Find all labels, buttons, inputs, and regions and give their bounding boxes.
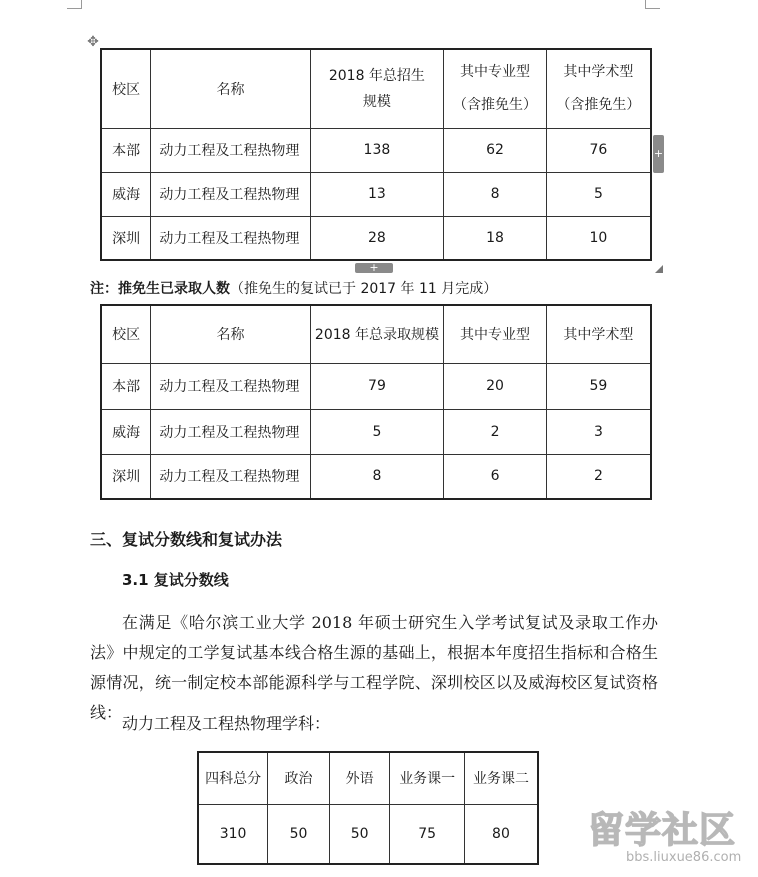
- table-row: [101, 454, 651, 499]
- total-cell: 5: [310, 409, 444, 454]
- campus-cell: 深圳: [101, 454, 151, 499]
- watermark-title: 留学社区: [588, 810, 737, 851]
- score-cell: 50: [268, 804, 330, 864]
- score-line-table: [197, 751, 539, 865]
- score-cell: 75: [390, 804, 465, 864]
- score-cell: 50: [329, 804, 390, 864]
- table-row: [101, 409, 651, 454]
- academic-cell: 10: [546, 216, 651, 260]
- total-cell: 13: [310, 172, 444, 216]
- header-cell: 名称: [151, 49, 310, 128]
- academic-cell: 5: [546, 172, 651, 216]
- table-row: [101, 128, 651, 172]
- major-name-cell: 动力工程及工程热物理: [151, 363, 310, 409]
- campus-cell: 威海: [101, 409, 151, 454]
- academic-cell: 3: [546, 409, 651, 454]
- table-move-handle-icon[interactable]: ✥: [87, 34, 99, 50]
- total-cell: 8: [310, 454, 444, 499]
- insert-row-button[interactable]: +: [355, 263, 393, 273]
- header-cell: 名称: [151, 305, 310, 363]
- subject-label: 动力工程及工程热物理学科：: [122, 714, 331, 733]
- table-row: [101, 172, 651, 216]
- professional-cell: 2: [444, 409, 547, 454]
- header-cell: 校区: [101, 305, 151, 363]
- academic-cell: 76: [546, 128, 651, 172]
- header-cell: 业务课二: [464, 752, 538, 804]
- academic-cell: 2: [546, 454, 651, 499]
- header-cell: 其中学术型: [546, 305, 651, 363]
- major-name-cell: 动力工程及工程热物理: [151, 409, 310, 454]
- table-row: [101, 363, 651, 409]
- header-cell: 业务课一: [390, 752, 465, 804]
- total-cell: 138: [310, 128, 444, 172]
- admitted-table: [100, 304, 652, 500]
- major-name-cell: 动力工程及工程热物理: [151, 172, 310, 216]
- table-header-row: [101, 49, 651, 128]
- score-cell: 80: [464, 804, 538, 864]
- header-cell: 2018 年总招生规模: [310, 49, 444, 128]
- major-name-cell: 动力工程及工程热物理: [151, 216, 310, 260]
- table-header-row: [198, 752, 538, 804]
- watermark-logo: [588, 802, 748, 872]
- total-cell: 28: [310, 216, 444, 260]
- professional-cell: 6: [444, 454, 547, 499]
- professional-cell: 62: [444, 128, 547, 172]
- header-cell: 其中专业型: [444, 305, 547, 363]
- table-header-row: [101, 305, 651, 363]
- header-cell: 2018 年总录取规模: [310, 305, 444, 363]
- professional-cell: 18: [444, 216, 547, 260]
- major-name-cell: 动力工程及工程热物理: [151, 454, 310, 499]
- insert-column-button[interactable]: +: [653, 135, 664, 173]
- note-rest: （推免生的复试已于 2017 年 11 月完成）: [230, 281, 498, 297]
- page-corner-mark: [67, 0, 82, 9]
- campus-cell: 本部: [101, 128, 151, 172]
- campus-cell: 本部: [101, 363, 151, 409]
- professional-cell: 8: [444, 172, 547, 216]
- header-cell: 四科总分: [198, 752, 268, 804]
- campus-cell: 深圳: [101, 216, 151, 260]
- section-heading: 三、复试分数线和复试办法: [90, 530, 283, 549]
- header-cell: 校区: [101, 49, 151, 128]
- body-paragraph: 在满足《哈尔滨工业大学 2018 年硕士研究生入学考试复试及录取工作办法》中规定的工学复试基本线合格生源的基础上，根据本年度招生指标和合格生源情况，统一制定校本部能源科学与工程学院、深圳校区以及威海校区复试资格线：: [90, 613, 658, 722]
- table-row: [101, 216, 651, 260]
- subsection-heading: 3.1 复试分数线: [122, 571, 229, 589]
- enrollment-plan-table: [100, 48, 652, 261]
- total-cell: 79: [310, 363, 444, 409]
- table-resize-handle-icon[interactable]: [655, 265, 663, 273]
- campus-cell: 威海: [101, 172, 151, 216]
- major-name-cell: 动力工程及工程热物理: [151, 128, 310, 172]
- note-text: [90, 278, 497, 298]
- note-bold: 注：推免生已录取人数: [90, 281, 230, 297]
- watermark-url: bbs.liuxue86.com: [626, 850, 742, 865]
- header-cell: 其中专业型 （含推免生）: [444, 49, 547, 128]
- table-row: [198, 804, 538, 864]
- header-cell: 其中学术型 （含推免生）: [546, 49, 651, 128]
- header-cell: 外语: [329, 752, 390, 804]
- professional-cell: 20: [444, 363, 547, 409]
- header-cell: 政治: [268, 752, 330, 804]
- academic-cell: 59: [546, 363, 651, 409]
- page-corner-mark: [645, 0, 660, 9]
- score-cell: 310: [198, 804, 268, 864]
